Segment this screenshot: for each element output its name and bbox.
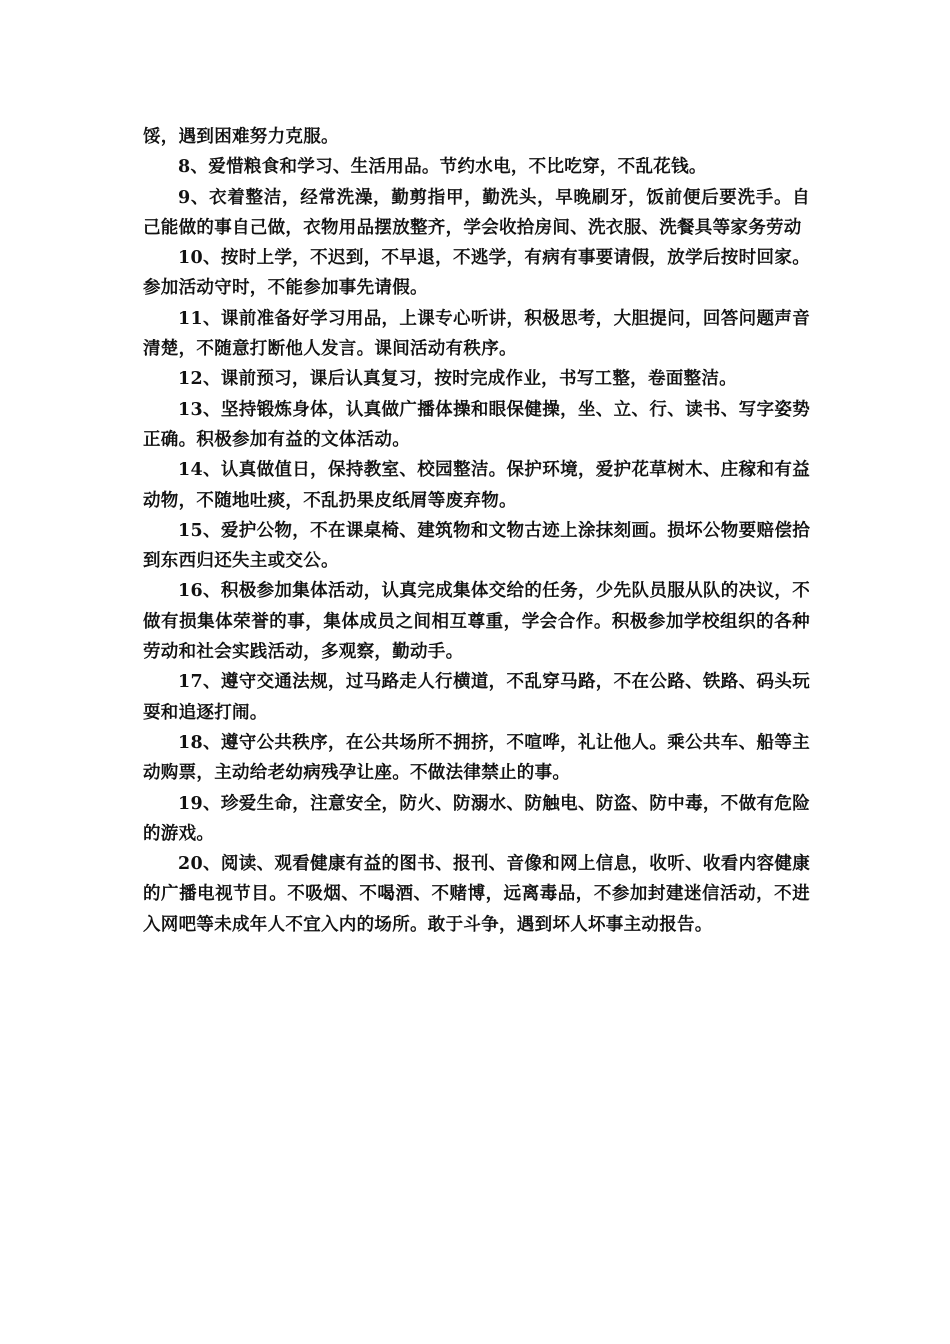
paragraph-rule-10: 10、按时上学，不迟到，不早退，不逃学，有病有事要请假，放学后按时回家。参加活动守时，不能参加事先请假。 (143, 248, 810, 299)
paragraph-rule-15: 15、爱护公物，不在课桌椅、建筑物和文物古迹上涂抹刻画。损坏公物要赔偿拾到东西归还失主或交公。 (143, 520, 810, 572)
paragraph-rule-12: 12、课前预习，课后认真复习，按时完成作业，书写工整，卷面整洁。 (178, 369, 737, 390)
paragraph-rule-13: 13、坚持锻炼身体，认真做广播体操和眼保健操，坐、立、行、读书、写字姿势正确。积极参加有益的文体活动。 (143, 399, 810, 450)
paragraph-rule-8: 8、爱惜粮食和学习、生活用品。节约水电，不比吃穿，不乱花钱。 (178, 157, 707, 178)
paragraph-continued: 馁，遇到困难努力克服。 (143, 127, 339, 147)
paragraph-rule-14: 14、认真做值日，保持教室、校园整洁。保护环境，爱护花草树木、庄稼和有益动物，不随地吐痰，不乱扔果皮纸屑等废弃物。 (143, 460, 810, 511)
paragraph-rule-19: 19、珍爱生命，注意安全，防火、防溺水、防触电、防盗、防中毒，不做有危险的游戏。 (143, 793, 810, 844)
paragraph-rule-17: 17、遵守交通法规，过马路走人行横道，不乱穿马路，不在公路、铁路、码头玩耍和追逐打闹。 (143, 672, 810, 723)
paragraph-rule-11: 11、课前准备好学习用品，上课专心听讲，积极思考，大胆提问，回答问题声音清楚，不随意打断他人发言。课间活动有秩序。 (143, 308, 810, 360)
document-body (143, 122, 810, 940)
paragraph-rule-9: 9、衣着整洁，经常洗澡，勤剪指甲，勤洗头，早晚刷牙，饭前便后要洗手。自己能做的事自己做，衣物用品摆放整齐，学会收拾房间、洗衣服、洗餐具等家务劳动 (143, 187, 810, 238)
paragraph-rule-16: 16、积极参加集体活动，认真完成集体交给的任务，少先队员服从队的决议，不做有损集体荣誉的事，集体成员之间相互尊重，学会合作。积极参加学校组织的各种劳动和社会实践活动，多观察，勤动手。 (143, 581, 810, 663)
paragraph-rule-18: 18、遵守公共秩序，在公共场所不拥挤，不喧哗，礼让他人。乘公共车、船等主动购票，主动给老幼病残孕让座。不做法律禁止的事。 (143, 732, 810, 784)
paragraph-rule-20: 20、阅读、观看健康有益的图书、报刊、音像和网上信息，收听、收看内容健康的广播电视节目。不吸烟、不喝酒、不赌博，远离毒品，不参加封建迷信活动，不进入网吧等未成年人不宜入内的场所。敢于斗争，遇到坏人坏事主动报告。 (143, 854, 810, 935)
